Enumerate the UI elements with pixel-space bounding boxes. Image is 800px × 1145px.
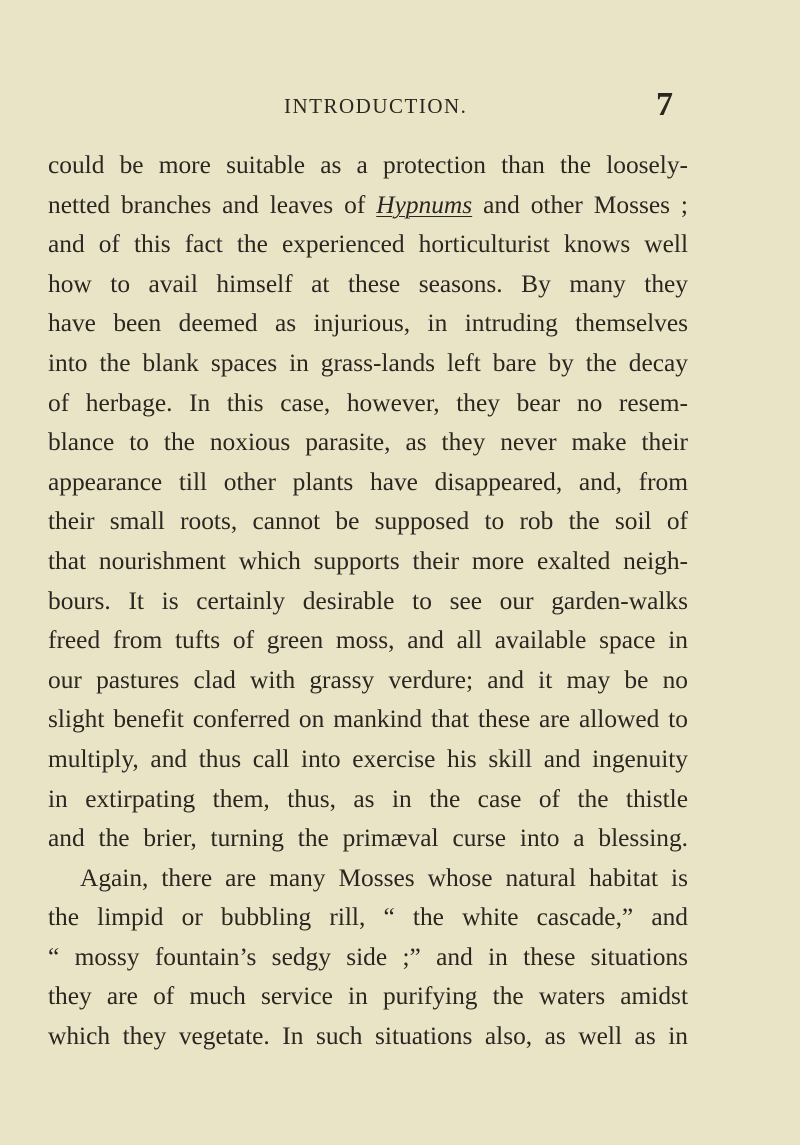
text-line: of herbage. In this case, however, they bear no resem-: [48, 388, 688, 417]
text-line: could be more suitable as a protection than the loosely-: [48, 151, 688, 179]
page-number: 7: [656, 86, 673, 123]
text-line: and the brier, turning the primæval curse into a blessing.: [48, 824, 688, 853]
text-line: in extirpating them, thus, as in the case of the thistle: [48, 784, 688, 813]
text-line: the limpid or bubbling rill, “ the white cascade,” and: [48, 903, 688, 932]
text-line: multiply, and thus call into exercise his skill and ingenuity: [48, 744, 688, 773]
text-line: have been deemed as injurious, in intruding themselves: [48, 309, 688, 338]
text-line: blance to the noxious parasite, as they never make their: [48, 428, 688, 457]
text-line: freed from tufts of green moss, and all available space in: [48, 626, 688, 655]
italic-term: Hypnums: [376, 190, 473, 219]
page-header: [0, 86, 800, 130]
text-line: their small roots, cannot be supposed to rob the soil of: [48, 507, 688, 536]
body-text: [48, 146, 688, 1057]
text-line: into the blank spaces in grass-lands left bare by the decay: [48, 348, 688, 377]
text-line: “ mossy fountain’s sedgy side ;” and in these situations: [48, 942, 688, 971]
text-line: slight benefit conferred on mankind that these are allowed to: [48, 705, 688, 734]
text-line: netted branches and leaves of Hypnums and other Mosses ;: [48, 190, 688, 219]
text-line: and of this fact the experienced horticulturist knows well: [48, 230, 688, 259]
text-line: they are of much service in purifying the waters amidst: [48, 982, 688, 1011]
text-line: how to avail himself at these seasons. By many they: [48, 269, 688, 298]
text-line: Again, there are many Mosses whose natural habitat is: [80, 863, 688, 892]
text-line: which they vegetate. In such situations also, as well as in: [48, 1022, 688, 1051]
text-line: our pastures clad with grassy verdure; and it may be no: [48, 665, 688, 694]
text-line: that nourishment which supports their more exalted neigh-: [48, 546, 688, 575]
text-line: bours. It is certainly desirable to see our garden-walks: [48, 586, 688, 615]
text-line: appearance till other plants have disappeared, and, from: [48, 467, 688, 496]
running-head: INTRODUCTION.: [284, 94, 468, 118]
